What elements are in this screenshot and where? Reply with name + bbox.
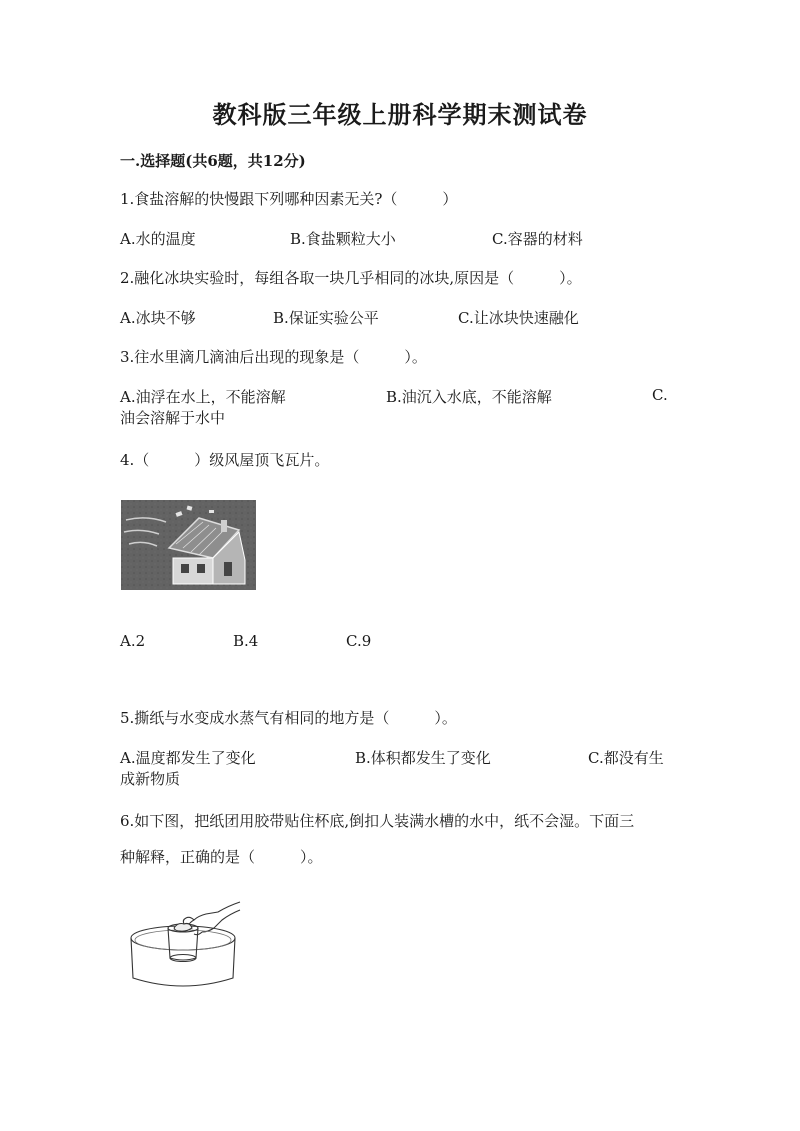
house-wind-image: [121, 500, 256, 590]
q3-option-a: A.油浮在水上，不能溶解: [120, 388, 286, 406]
q5-option-b: B.体积都发生了变化: [355, 749, 491, 767]
cup-in-trough-image: [128, 898, 246, 994]
q5-option-c-wrap: 成新物质: [120, 770, 181, 788]
q1-option-b: B.食盐颗粒大小: [290, 230, 396, 248]
question-3: 3.往水里滴几滴油后出现的现象是（ ）。: [120, 348, 427, 366]
q4-option-a: A.2: [120, 632, 146, 650]
question-6: 6.如下图，把纸团用胶带贴住杯底,倒扣人装满水槽的水中，纸不会湿。下面三: [120, 812, 635, 830]
q4-option-b: B.4: [233, 632, 259, 650]
q5-option-a: A.温度都发生了变化: [120, 749, 256, 767]
q1-option-c: C.容器的材料: [492, 230, 583, 248]
question-1: 1.食盐溶解的快慢跟下列哪种因素无关?（ ）: [120, 190, 458, 208]
q3-option-c: C.: [652, 386, 668, 404]
question-5: 5.撕纸与水变成水蒸气有相同的地方是（ ）。: [120, 709, 457, 727]
q1-option-a: A.水的温度: [120, 230, 196, 248]
q2-option-b: B.保证实验公平: [273, 309, 379, 327]
question-4: 4.（ ）级风屋顶飞瓦片。: [120, 451, 330, 469]
q4-option-c: C.9: [346, 632, 372, 650]
q2-option-a: A.冰块不够: [120, 309, 196, 327]
question-6-wrap: 种解释，正确的是（ ）。: [120, 848, 323, 866]
q3-option-c-wrap: 油会溶解于水中: [120, 409, 226, 427]
q3-option-b: B.油沉入水底，不能溶解: [386, 388, 552, 406]
section-heading: 一.选择题(共6题，共12分): [120, 152, 306, 170]
q5-option-c: C.都没有生: [588, 749, 664, 767]
page-title: 教科版三年级上册科学期末测试卷: [212, 100, 588, 129]
q2-option-c: C.让冰块快速融化: [458, 309, 579, 327]
question-2: 2.融化冰块实验时，每组各取一块几乎相同的冰块,原因是（ ）。: [120, 269, 582, 287]
